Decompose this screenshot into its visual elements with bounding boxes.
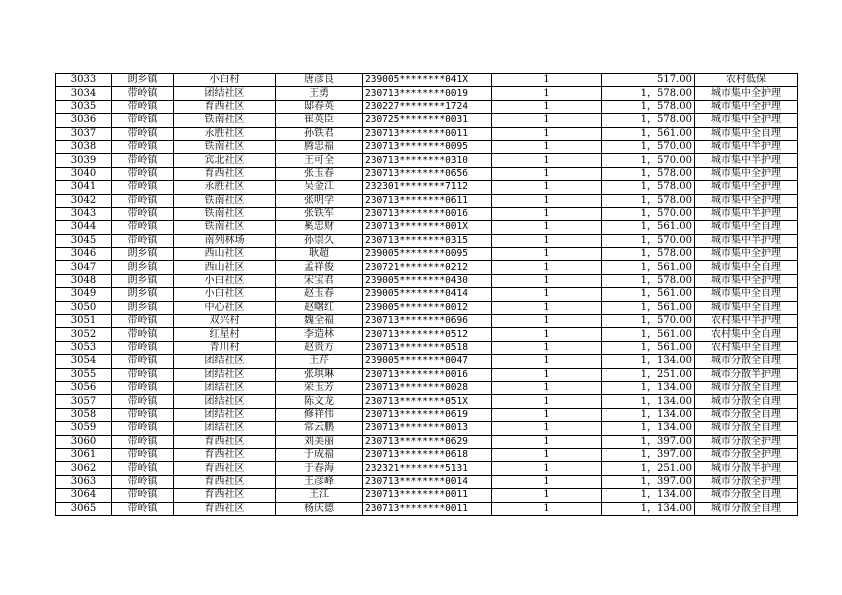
town-cell: 朗乡镇: [112, 261, 174, 274]
assistance-type-cell: 城市分散全自理: [695, 408, 798, 421]
record-number-cell: 3043: [56, 207, 112, 220]
assistance-type-cell: 城市集中半护理: [695, 207, 798, 220]
id-number-cell: 230725********0031: [363, 114, 492, 127]
id-number-cell: 230713********0011: [363, 489, 492, 502]
amount-cell: 1，578.00: [602, 274, 695, 287]
amount-cell: 1，134.00: [602, 489, 695, 502]
town-cell: 带岭镇: [112, 181, 174, 194]
id-number-cell: 230713********0016: [363, 368, 492, 381]
record-number-cell: 3047: [56, 261, 112, 274]
village-cell: 育西社区: [174, 475, 276, 488]
village-cell: 永胜社区: [174, 181, 276, 194]
amount-cell: 1，570.00: [602, 154, 695, 167]
recipient-name-cell: 张铁军: [276, 207, 363, 220]
table-row: [56, 435, 798, 448]
town-cell: 带岭镇: [112, 328, 174, 341]
household-count-cell: 1: [492, 100, 602, 113]
assistance-type-cell: 城市集中全自理: [695, 127, 798, 140]
assistance-type-cell: 城市分散全自理: [695, 395, 798, 408]
id-number-cell: 230713********0512: [363, 328, 492, 341]
record-number-cell: 3061: [56, 448, 112, 461]
assistance-type-cell: 农村集中全自理: [695, 328, 798, 341]
town-cell: 带岭镇: [112, 341, 174, 354]
assistance-type-cell: 城市分散全护理: [695, 475, 798, 488]
table-row: [56, 234, 798, 247]
assistance-type-cell: 城市集中全护理: [695, 114, 798, 127]
town-cell: 带岭镇: [112, 462, 174, 475]
village-cell: 团结社区: [174, 381, 276, 394]
amount-cell: 1，134.00: [602, 408, 695, 421]
assistance-type-cell: 城市分散全自理: [695, 489, 798, 502]
amount-cell: 1，561.00: [602, 288, 695, 301]
recipient-name-cell: 刘美丽: [276, 435, 363, 448]
household-count-cell: 1: [492, 448, 602, 461]
id-number-cell: 230713********0629: [363, 435, 492, 448]
town-cell: 朗乡镇: [112, 248, 174, 261]
village-cell: 育西社区: [174, 462, 276, 475]
town-cell: 带岭镇: [112, 194, 174, 207]
household-count-cell: 1: [492, 288, 602, 301]
id-number-cell: 230713********0011: [363, 502, 492, 515]
recipient-name-cell: 于春海: [276, 462, 363, 475]
household-count-cell: 1: [492, 381, 602, 394]
town-cell: 带岭镇: [112, 475, 174, 488]
table-row: [56, 288, 798, 301]
amount-cell: 1，561.00: [602, 328, 695, 341]
record-number-cell: 3057: [56, 395, 112, 408]
household-count-cell: 1: [492, 127, 602, 140]
id-number-cell: 232301********7112: [363, 181, 492, 194]
assistance-type-cell: 城市集中全自理: [695, 288, 798, 301]
table-row: [56, 100, 798, 113]
data-table: [55, 73, 798, 516]
village-cell: 宾北社区: [174, 154, 276, 167]
table-row: [56, 140, 798, 153]
table-row: [56, 315, 798, 328]
household-count-cell: 1: [492, 221, 602, 234]
town-cell: 带岭镇: [112, 355, 174, 368]
id-number-cell: 239005********0047: [363, 355, 492, 368]
assistance-type-cell: 城市集中全护理: [695, 194, 798, 207]
village-cell: 育西社区: [174, 489, 276, 502]
village-cell: 育西社区: [174, 167, 276, 180]
village-cell: 小白村: [174, 74, 276, 87]
town-cell: 带岭镇: [112, 381, 174, 394]
village-cell: 团结社区: [174, 395, 276, 408]
record-number-cell: 3036: [56, 114, 112, 127]
id-number-cell: 230713********0011: [363, 127, 492, 140]
amount-cell: 1，561.00: [602, 341, 695, 354]
amount-cell: 1，578.00: [602, 87, 695, 100]
amount-cell: 1，561.00: [602, 301, 695, 314]
table-row: [56, 114, 798, 127]
amount-cell: 1，578.00: [602, 100, 695, 113]
record-number-cell: 3050: [56, 301, 112, 314]
amount-cell: 1，578.00: [602, 167, 695, 180]
household-count-cell: 1: [492, 140, 602, 153]
assistance-type-cell: 城市分散全自理: [695, 381, 798, 394]
household-count-cell: 1: [492, 248, 602, 261]
amount-cell: 1，397.00: [602, 448, 695, 461]
household-count-cell: 1: [492, 87, 602, 100]
recipient-name-cell: 杨庆德: [276, 502, 363, 515]
village-cell: 铁南社区: [174, 114, 276, 127]
id-number-cell: 230713********0696: [363, 315, 492, 328]
village-cell: 铁南社区: [174, 194, 276, 207]
recipient-name-cell: 王可全: [276, 154, 363, 167]
village-cell: 双兴村: [174, 315, 276, 328]
amount-cell: 1，561.00: [602, 127, 695, 140]
record-number-cell: 3044: [56, 221, 112, 234]
table-row: [56, 181, 798, 194]
id-number-cell: 230713********0016: [363, 207, 492, 220]
town-cell: 带岭镇: [112, 489, 174, 502]
recipient-name-cell: 吴金江: [276, 181, 363, 194]
village-cell: 育西社区: [174, 100, 276, 113]
assistance-type-cell: 农村集中半护理: [695, 315, 798, 328]
id-number-cell: 232321********5131: [363, 462, 492, 475]
id-number-cell: 230227********1724: [363, 100, 492, 113]
village-cell: 育西社区: [174, 448, 276, 461]
town-cell: 带岭镇: [112, 140, 174, 153]
id-number-cell: 239005********0414: [363, 288, 492, 301]
table-row: [56, 462, 798, 475]
table-row: [56, 221, 798, 234]
record-number-cell: 3065: [56, 502, 112, 515]
recipient-name-cell: 赵玉春: [276, 288, 363, 301]
household-count-cell: 1: [492, 502, 602, 515]
record-number-cell: 3046: [56, 248, 112, 261]
town-cell: 带岭镇: [112, 448, 174, 461]
village-cell: 中心社区: [174, 301, 276, 314]
assistance-type-cell: 城市集中半护理: [695, 140, 798, 153]
record-number-cell: 3064: [56, 489, 112, 502]
table-row: [56, 475, 798, 488]
recipient-name-cell: 陈文龙: [276, 395, 363, 408]
table-row: [56, 261, 798, 274]
household-count-cell: 1: [492, 114, 602, 127]
record-number-cell: 3040: [56, 167, 112, 180]
town-cell: 带岭镇: [112, 502, 174, 515]
record-number-cell: 3048: [56, 274, 112, 287]
recipient-name-cell: 孙铁君: [276, 127, 363, 140]
table-row: [56, 154, 798, 167]
assistance-type-cell: 城市集中全自理: [695, 301, 798, 314]
household-count-cell: 1: [492, 462, 602, 475]
id-number-cell: 230713********0028: [363, 381, 492, 394]
record-number-cell: 3063: [56, 475, 112, 488]
id-number-cell: 230721********0212: [363, 261, 492, 274]
household-count-cell: 1: [492, 395, 602, 408]
amount-cell: 1，561.00: [602, 221, 695, 234]
household-count-cell: 1: [492, 274, 602, 287]
amount-cell: 1，578.00: [602, 248, 695, 261]
recipient-name-cell: 常云鹏: [276, 422, 363, 435]
table-row: [56, 381, 798, 394]
id-number-cell: 230713********0095: [363, 140, 492, 153]
table-row: [56, 368, 798, 381]
record-number-cell: 3054: [56, 355, 112, 368]
recipient-name-cell: 邸春英: [276, 100, 363, 113]
town-cell: 带岭镇: [112, 234, 174, 247]
recipient-name-cell: 孙崇久: [276, 234, 363, 247]
amount-cell: 1，578.00: [602, 181, 695, 194]
household-count-cell: 1: [492, 315, 602, 328]
table-row: [56, 328, 798, 341]
household-count-cell: 1: [492, 341, 602, 354]
table-row: [56, 489, 798, 502]
household-count-cell: 1: [492, 368, 602, 381]
household-count-cell: 1: [492, 74, 602, 87]
table-row: [56, 87, 798, 100]
record-number-cell: 3049: [56, 288, 112, 301]
town-cell: 带岭镇: [112, 87, 174, 100]
id-number-cell: 230713********0014: [363, 475, 492, 488]
amount-cell: 1，134.00: [602, 395, 695, 408]
village-cell: 小白社区: [174, 274, 276, 287]
table-row: [56, 194, 798, 207]
amount-cell: 1，134.00: [602, 422, 695, 435]
amount-cell: 1，397.00: [602, 435, 695, 448]
table-row: [56, 355, 798, 368]
village-cell: 团结社区: [174, 355, 276, 368]
id-number-cell: 230713********0019: [363, 87, 492, 100]
town-cell: 带岭镇: [112, 408, 174, 421]
id-number-cell: 230713********0310: [363, 154, 492, 167]
record-number-cell: 3052: [56, 328, 112, 341]
recipient-name-cell: 张明学: [276, 194, 363, 207]
assistance-type-cell: 城市集中半护理: [695, 234, 798, 247]
household-count-cell: 1: [492, 475, 602, 488]
id-number-cell: 230713********0518: [363, 341, 492, 354]
village-cell: 永胜社区: [174, 127, 276, 140]
village-cell: 团结社区: [174, 368, 276, 381]
town-cell: 朗乡镇: [112, 74, 174, 87]
record-number-cell: 3037: [56, 127, 112, 140]
household-count-cell: 1: [492, 154, 602, 167]
table-row: [56, 448, 798, 461]
table-body: [56, 74, 798, 516]
assistance-type-cell: 城市集中全自理: [695, 221, 798, 234]
assistance-type-cell: 城市分散全自理: [695, 422, 798, 435]
town-cell: 带岭镇: [112, 435, 174, 448]
record-number-cell: 3039: [56, 154, 112, 167]
record-number-cell: 3051: [56, 315, 112, 328]
village-cell: 铁南社区: [174, 221, 276, 234]
household-count-cell: 1: [492, 181, 602, 194]
amount-cell: 1，570.00: [602, 234, 695, 247]
village-cell: 青川村: [174, 341, 276, 354]
id-number-cell: 230713********0656: [363, 167, 492, 180]
recipient-name-cell: 张琪琳: [276, 368, 363, 381]
recipient-name-cell: 于成福: [276, 448, 363, 461]
id-number-cell: 230713********0619: [363, 408, 492, 421]
village-cell: 团结社区: [174, 422, 276, 435]
record-number-cell: 3042: [56, 194, 112, 207]
town-cell: 带岭镇: [112, 221, 174, 234]
village-cell: 西山社区: [174, 261, 276, 274]
record-number-cell: 3038: [56, 140, 112, 153]
household-count-cell: 1: [492, 489, 602, 502]
record-number-cell: 3056: [56, 381, 112, 394]
town-cell: 带岭镇: [112, 127, 174, 140]
amount-cell: 1，570.00: [602, 315, 695, 328]
recipient-name-cell: 魏全福: [276, 315, 363, 328]
assistance-type-cell: 城市集中全自理: [695, 261, 798, 274]
id-number-cell: 239005********0012: [363, 301, 492, 314]
recipient-name-cell: 崔英臣: [276, 114, 363, 127]
amount-cell: 1，561.00: [602, 261, 695, 274]
recipient-name-cell: 孟祥俊: [276, 261, 363, 274]
assistance-type-cell: 城市分散全自理: [695, 355, 798, 368]
id-number-cell: 230713********051X: [363, 395, 492, 408]
id-number-cell: 230713********0013: [363, 422, 492, 435]
town-cell: 带岭镇: [112, 100, 174, 113]
record-number-cell: 3059: [56, 422, 112, 435]
household-count-cell: 1: [492, 234, 602, 247]
record-number-cell: 3045: [56, 234, 112, 247]
table-row: [56, 422, 798, 435]
village-cell: 育西社区: [174, 435, 276, 448]
amount-cell: 1，134.00: [602, 355, 695, 368]
table-row: [56, 207, 798, 220]
assistance-type-cell: 农村低保: [695, 74, 798, 87]
recipient-name-cell: 耿超: [276, 248, 363, 261]
household-count-cell: 1: [492, 261, 602, 274]
recipient-name-cell: 腾忠福: [276, 140, 363, 153]
record-number-cell: 3035: [56, 100, 112, 113]
record-number-cell: 3058: [56, 408, 112, 421]
recipient-name-cell: 王芹: [276, 355, 363, 368]
village-cell: 铁南社区: [174, 140, 276, 153]
table-row: [56, 301, 798, 314]
household-count-cell: 1: [492, 328, 602, 341]
town-cell: 带岭镇: [112, 167, 174, 180]
assistance-type-cell: 农村集中全自理: [695, 341, 798, 354]
household-count-cell: 1: [492, 355, 602, 368]
record-number-cell: 3041: [56, 181, 112, 194]
record-number-cell: 3055: [56, 368, 112, 381]
amount-cell: 1，134.00: [602, 502, 695, 515]
assistance-type-cell: 城市分散半护理: [695, 368, 798, 381]
record-number-cell: 3033: [56, 74, 112, 87]
recipient-name-cell: 赵贵方: [276, 341, 363, 354]
id-number-cell: 239005********0095: [363, 248, 492, 261]
amount-cell: 1，578.00: [602, 194, 695, 207]
table-row: [56, 127, 798, 140]
assistance-type-cell: 城市分散全护理: [695, 435, 798, 448]
village-cell: 铁南社区: [174, 207, 276, 220]
village-cell: 西山社区: [174, 248, 276, 261]
town-cell: 带岭镇: [112, 422, 174, 435]
village-cell: 小白社区: [174, 288, 276, 301]
assistance-type-cell: 城市集中全护理: [695, 167, 798, 180]
recipient-name-cell: 荣玉芳: [276, 381, 363, 394]
id-number-cell: 230713********0618: [363, 448, 492, 461]
household-count-cell: 1: [492, 435, 602, 448]
assistance-type-cell: 城市集中全护理: [695, 87, 798, 100]
table-row: [56, 395, 798, 408]
table-row: [56, 341, 798, 354]
amount-cell: 1，570.00: [602, 207, 695, 220]
table-row: [56, 248, 798, 261]
id-number-cell: 230713********001X: [363, 221, 492, 234]
assistance-type-cell: 城市集中全护理: [695, 181, 798, 194]
record-number-cell: 3034: [56, 87, 112, 100]
table-row: [56, 502, 798, 515]
recipient-name-cell: 王彦峰: [276, 475, 363, 488]
town-cell: 带岭镇: [112, 368, 174, 381]
id-number-cell: 239005********0430: [363, 274, 492, 287]
record-number-cell: 3060: [56, 435, 112, 448]
assistance-type-cell: 城市分散全自理: [695, 502, 798, 515]
village-cell: 南列林场: [174, 234, 276, 247]
recipient-name-cell: 王江: [276, 489, 363, 502]
town-cell: 朗乡镇: [112, 288, 174, 301]
town-cell: 带岭镇: [112, 207, 174, 220]
town-cell: 带岭镇: [112, 114, 174, 127]
recipient-name-cell: 李造林: [276, 328, 363, 341]
town-cell: 带岭镇: [112, 395, 174, 408]
amount-cell: 1，251.00: [602, 462, 695, 475]
household-count-cell: 1: [492, 301, 602, 314]
household-count-cell: 1: [492, 422, 602, 435]
amount-cell: 1，578.00: [602, 114, 695, 127]
town-cell: 带岭镇: [112, 315, 174, 328]
household-count-cell: 1: [492, 194, 602, 207]
id-number-cell: 230713********0315: [363, 234, 492, 247]
table-row: [56, 74, 798, 87]
household-count-cell: 1: [492, 167, 602, 180]
recipient-name-cell: 张玉春: [276, 167, 363, 180]
id-number-cell: 230713********0611: [363, 194, 492, 207]
town-cell: 带岭镇: [112, 154, 174, 167]
village-cell: 团结社区: [174, 408, 276, 421]
recipient-name-cell: 赵曙红: [276, 301, 363, 314]
assistance-type-cell: 城市集中全护理: [695, 274, 798, 287]
household-count-cell: 1: [492, 408, 602, 421]
amount-cell: 517.00: [602, 74, 695, 87]
assistance-type-cell: 城市集中全护理: [695, 100, 798, 113]
recipient-name-cell: 宋宝君: [276, 274, 363, 287]
amount-cell: 1，251.00: [602, 368, 695, 381]
assistance-type-cell: 城市集中全护理: [695, 248, 798, 261]
village-cell: 育西社区: [174, 502, 276, 515]
recipient-name-cell: 唐彦良: [276, 74, 363, 87]
recipient-name-cell: 王勇: [276, 87, 363, 100]
amount-cell: 1，134.00: [602, 381, 695, 394]
id-number-cell: 239005********041X: [363, 74, 492, 87]
table-row: [56, 167, 798, 180]
recipient-name-cell: 修祥伟: [276, 408, 363, 421]
village-cell: 红星村: [174, 328, 276, 341]
table-row: [56, 408, 798, 421]
assistance-type-cell: 城市分散半护理: [695, 462, 798, 475]
village-cell: 团结社区: [174, 87, 276, 100]
household-count-cell: 1: [492, 207, 602, 220]
amount-cell: 1，570.00: [602, 140, 695, 153]
town-cell: 朗乡镇: [112, 301, 174, 314]
assistance-type-cell: 城市分散全护理: [695, 448, 798, 461]
record-number-cell: 3062: [56, 462, 112, 475]
record-number-cell: 3053: [56, 341, 112, 354]
table-row: [56, 274, 798, 287]
assistance-type-cell: 城市集中半护理: [695, 154, 798, 167]
recipient-name-cell: 奚忠财: [276, 221, 363, 234]
town-cell: 朗乡镇: [112, 274, 174, 287]
amount-cell: 1，397.00: [602, 475, 695, 488]
